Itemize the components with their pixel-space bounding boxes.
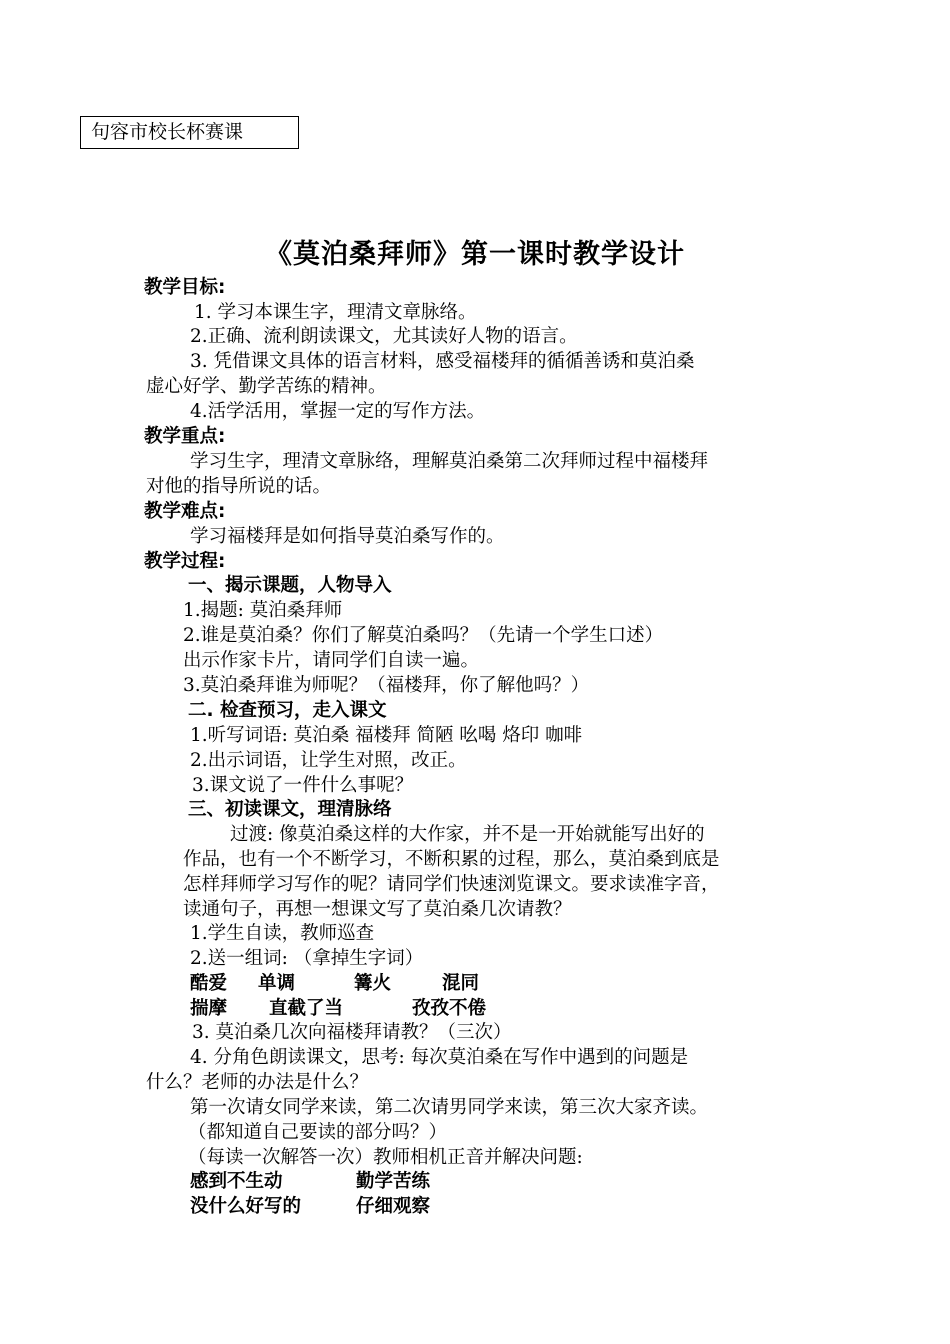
key-points-line: 对他的指导所说的话。 xyxy=(146,476,332,497)
word-row xyxy=(190,997,486,1021)
pair-problem: 没什么好写的 xyxy=(190,1196,302,1217)
goal-item: 3. 凭借课文具体的语言材料，感受福楼拜的循循善诱和莫泊桑 xyxy=(190,351,695,372)
vocab-word: 混同 xyxy=(442,973,480,994)
section1-line: 出示作家卡片，请同学们自读一遍。 xyxy=(183,650,480,671)
header-tag: 句容市校长杯赛课 xyxy=(91,121,244,143)
vocab-word: 酷爱 xyxy=(190,973,228,994)
section3-heading: 三、初读课文，理清脉络 xyxy=(188,799,392,820)
vocab-word: 孜孜不倦 xyxy=(412,998,487,1019)
vocab-word: 揣摩 xyxy=(190,998,228,1019)
goals-heading: 教学目标: xyxy=(144,277,226,298)
step-line: 3. 莫泊桑几次向福楼拜请教？（三次） xyxy=(192,1022,512,1043)
difficulty-heading: 教学难点: xyxy=(144,501,226,522)
word-row xyxy=(190,972,479,996)
step-line: 什么？老师的办法是什么？ xyxy=(146,1072,369,1093)
process-heading: 教学过程: xyxy=(144,551,226,572)
transition-line: 过渡: 像莫泊桑这样的大作家，并不是一开始就能写出好的 xyxy=(230,824,705,845)
section2-line: 2.出示词语，让学生对照，改正。 xyxy=(190,750,467,771)
key-points-line: 学习生字，理清文章脉络，理解莫泊桑第二次拜师过程中福楼拜 xyxy=(190,451,709,472)
step-line: 1.学生自读，教师巡查 xyxy=(190,923,375,944)
pair-problem: 感到不生动 xyxy=(190,1171,283,1192)
goal-item: 2.正确、流利朗读课文，尤其读好人物的语言。 xyxy=(190,326,578,347)
vocab-word: 直截了当 xyxy=(269,998,344,1019)
step-line: 2.送一组词: （拿掉生字词） xyxy=(190,948,424,969)
section2-heading: 二. 检查预习，走入课文 xyxy=(188,700,387,721)
header-tag-box xyxy=(80,116,299,149)
pair-solution: 仔细观察 xyxy=(356,1196,431,1217)
transition-line: 读通句子，再想一想课文写了莫泊桑几次请教？ xyxy=(183,899,572,920)
step-line: （都知道自己要读的部分吗？） xyxy=(188,1122,448,1143)
pair-row xyxy=(190,1170,430,1194)
section1-heading: 一、揭示课题，人物导入 xyxy=(188,575,392,596)
pair-solution: 勤学苦练 xyxy=(356,1171,431,1192)
section1-line: 3.莫泊桑拜谁为师呢？（福楼拜，你了解他吗？） xyxy=(183,675,590,696)
goal-item: 虚心好学、勤学苦练的精神。 xyxy=(146,376,387,397)
transition-line: 怎样拜师学习写作的呢？请同学们快速浏览课文。要求读准字音， xyxy=(183,874,720,895)
step-line: 4. 分角色朗读课文，思考: 每次莫泊桑在写作中遇到的问题是 xyxy=(190,1047,689,1068)
page-title: 《莫泊桑拜师》第一课时教学设计 xyxy=(265,239,685,270)
difficulty-line: 学习福楼拜是如何指导莫泊桑写作的。 xyxy=(190,526,505,547)
transition-line: 作品，也有一个不断学习，不断积累的过程，那么，莫泊桑到底是 xyxy=(183,849,720,870)
step-line: 第一次请女同学来读，第二次请男同学来读，第三次大家齐读。 xyxy=(190,1097,709,1118)
goal-item: 1. 学习本课生字，理清文章脉络。 xyxy=(194,302,477,323)
section2-line: 1.听写词语: 莫泊桑 福楼拜 简陋 吆喝 烙印 咖啡 xyxy=(190,725,583,746)
step-line: （每读一次解答一次）教师相机正音并解决问题: xyxy=(188,1147,583,1168)
section1-line: 2.谁是莫泊桑？你们了解莫泊桑吗？（先请一个学生口述） xyxy=(183,625,664,646)
key-points-heading: 教学重点: xyxy=(144,426,226,447)
section1-line: 1.揭题: 莫泊桑拜师 xyxy=(183,600,343,621)
vocab-word: 单调 xyxy=(258,973,296,994)
goal-item: 4.活学活用，掌握一定的写作方法。 xyxy=(190,401,486,422)
pair-row xyxy=(190,1195,430,1219)
section2-line: 3.课文说了一件什么事呢？ xyxy=(192,775,414,796)
vocab-word: 篝火 xyxy=(354,973,392,994)
